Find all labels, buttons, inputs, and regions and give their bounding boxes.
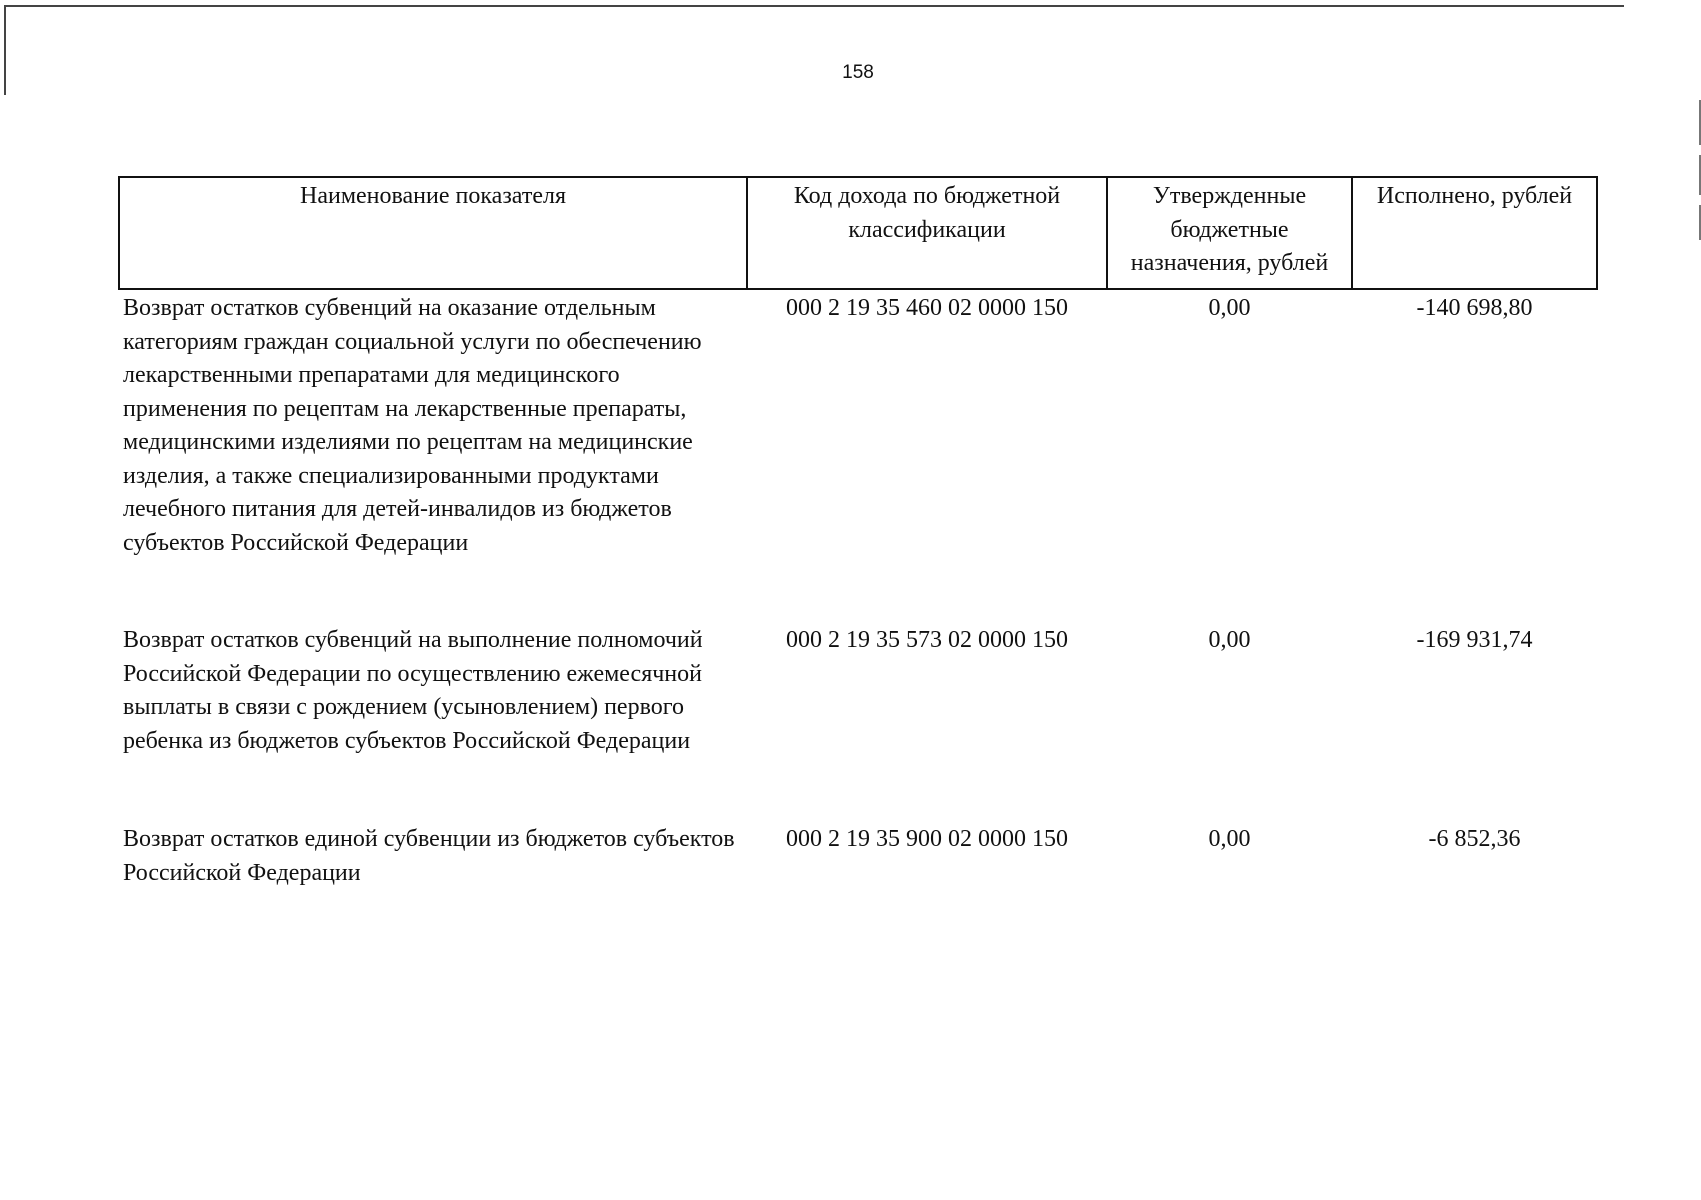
cell-name: Возврат остатков единой субвенции из бюджетов субъектов Российской Федерации xyxy=(123,826,735,886)
cell-executed: -6 852,36 xyxy=(1428,826,1521,852)
scan-edge-top xyxy=(4,5,1624,7)
header-executed: Исполнено, рублей xyxy=(1352,177,1597,289)
table-header-row xyxy=(119,177,1597,289)
table-row xyxy=(119,821,1597,903)
cell-approved: 0,00 xyxy=(1208,295,1251,321)
cell-executed: -169 931,74 xyxy=(1416,627,1533,653)
header-code: Код дохода по бюджетной классификации xyxy=(747,177,1107,289)
page-number: 158 xyxy=(842,62,874,83)
cell-code: 000 2 19 35 573 02 0000 150 xyxy=(786,627,1068,653)
cell-code: 000 2 19 35 460 02 0000 150 xyxy=(786,295,1068,321)
cell-executed: -140 698,80 xyxy=(1416,295,1533,321)
cell-approved: 0,00 xyxy=(1208,627,1251,653)
header-name: Наименование показателя xyxy=(119,177,747,289)
cell-code: 000 2 19 35 900 02 0000 150 xyxy=(786,826,1068,852)
cell-name: Возврат остатков субвенций на выполнение полномочий Российской Федерации по осуществлению ежемесячной выплаты в связи с рождением (усыновлением) первого ребенка из бюджетов субъектов Российской Федерации xyxy=(123,627,703,754)
income-table xyxy=(118,176,1598,903)
table-row xyxy=(119,289,1597,622)
table-row xyxy=(119,622,1597,821)
cell-name: Возврат остатков субвенций на оказание отдельным категориям граждан социальной услуги по обеспечению лекарственными препаратами для медицинского применения по рецептам на лекарственные препараты, медицинскими изделиями по рецептам на медицинские изделия, а также специализированными продуктами лечебного питания для детей-инвалидов из бюджетов субъектов Российской Федерации xyxy=(123,295,702,556)
cell-approved: 0,00 xyxy=(1208,826,1251,852)
header-approved: Утвержденные бюджетные назначения, рублей xyxy=(1107,177,1352,289)
